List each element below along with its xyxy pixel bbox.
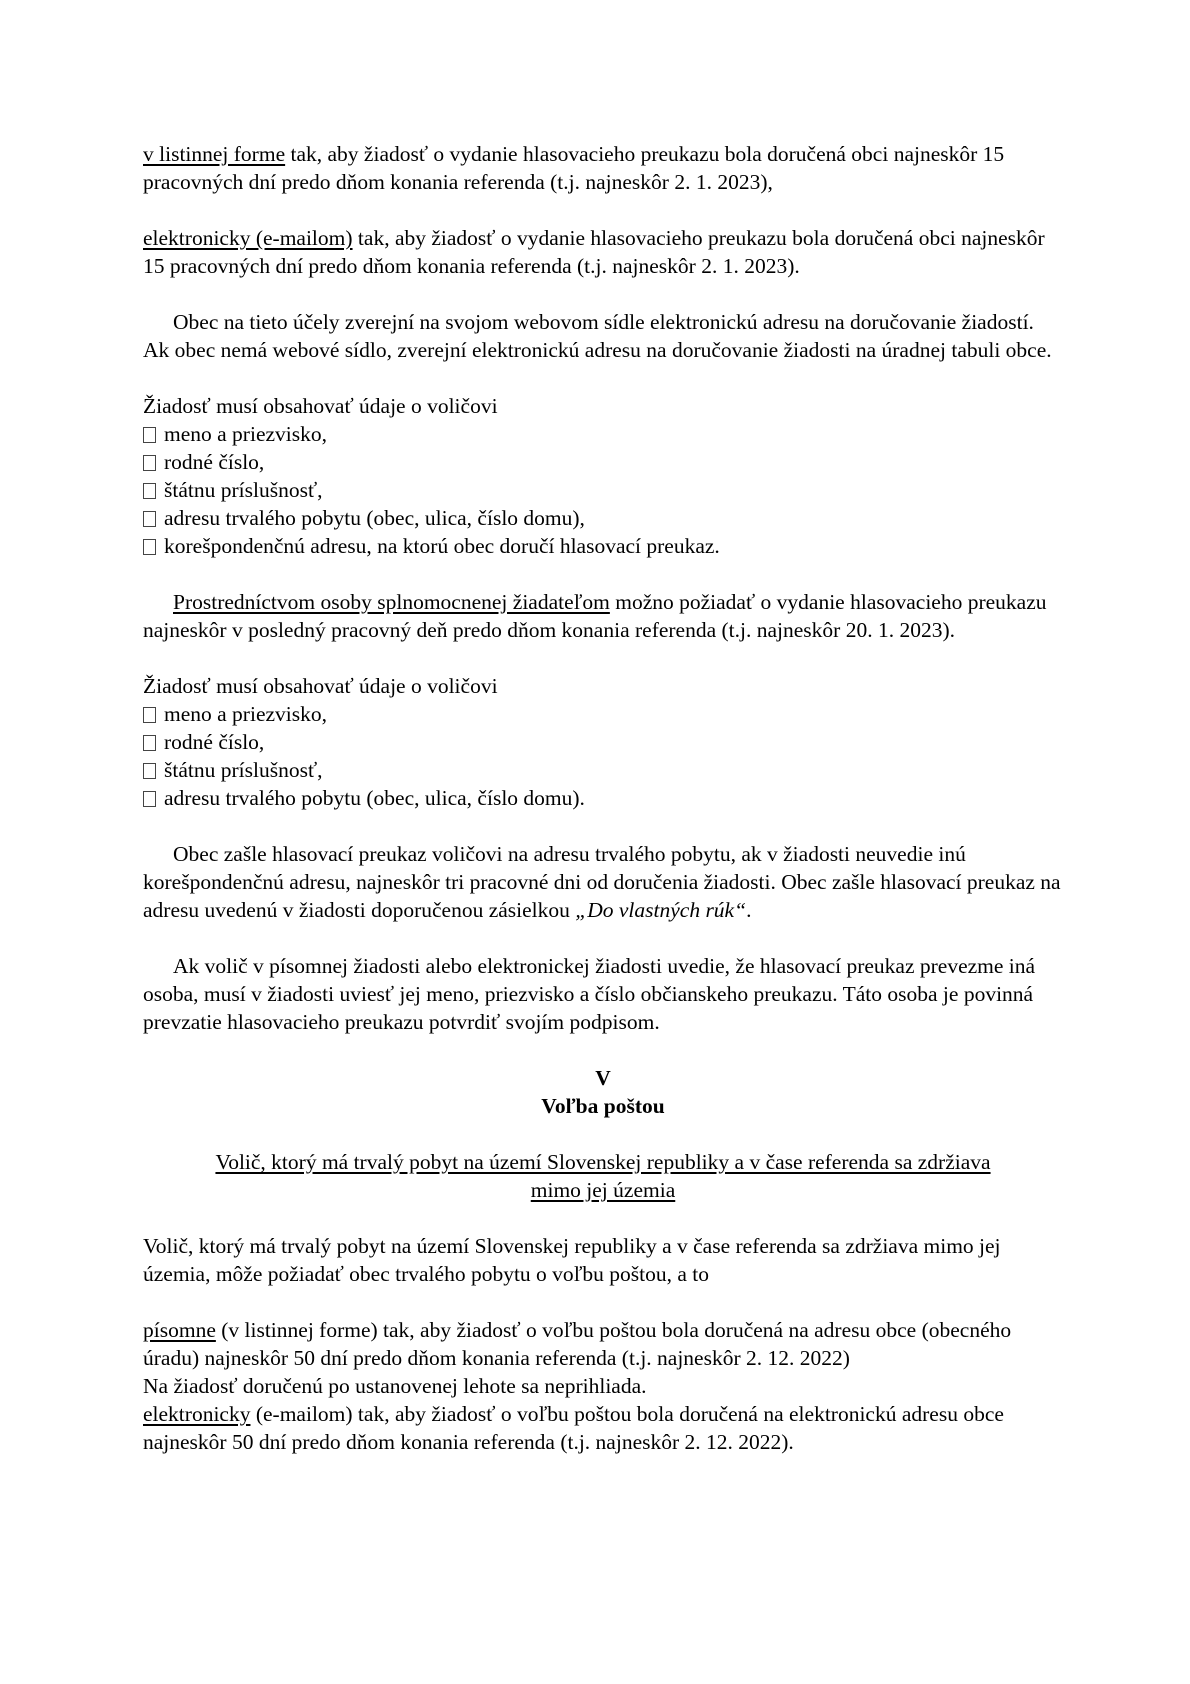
list-item: meno a priezvisko, (143, 420, 1063, 448)
paragraph-electronic: elektronicky (e-mailom) tak, aby žiadosť o vydanie hlasovacieho preukazu bola doručená obci najneskôr 15 pracovných dní predo dňom konania referenda (t.j. najneskôr 2. 1. 2023). (143, 226, 1045, 278)
list-item: štátnu príslušnosť, (143, 756, 1063, 784)
list-item: meno a priezvisko, (143, 700, 1063, 728)
list-item: adresu trvalého pobytu (obec, ulica, číslo domu). (143, 784, 1063, 812)
paragraph-postal-written: písomne (v listinnej forme) tak, aby žiadosť o voľbu poštou bola doručená na adresu obce (obecného úradu) najneskôr 50 dní predo dňom konania referenda (t.j. najneskôr 2. 12. 2022) (143, 1318, 1012, 1370)
paragraph-proxy: Prostredníctvom osoby splnomocnenej žiadateľom možno požiadať o vydanie hlasovacieho preukazu najneskôr v posledný pracovný deň predo dňom konania referenda (t.j. najneskôr 20. 1. 2023). (143, 590, 1047, 642)
underlined-term: v listinnej forme (143, 142, 286, 166)
paragraph-other-person: Ak volič v písomnej žiadosti alebo elektronickej žiadosti uvedie, že hlasovací preukaz prevezme iná osoba, musí v žiadosti uviesť jej meno, priezvisko a číslo občianskeho preukazu. Táto osoba je povinná prevzatie hlasovacieho preukazu potvrdiť svojím podpisom. (143, 954, 1036, 1034)
checkbox-bullet-icon (143, 763, 156, 779)
subheading: Volič, ktorý má trvalý pobyt na území Slovenskej republiky a v čase referenda sa zdržiava mimo jej územia (215, 1150, 991, 1202)
underlined-term: Prostredníctvom osoby splnomocnenej žiadateľom (173, 590, 610, 614)
paragraph-delivery: Obec zašle hlasovací preukaz voličovi na adresu trvalého pobytu, ak v žiadosti neuvedie inú korešpondenčnú adresu, najneskôr tri pracovné dni od doručenia žiadosti. Obec zašle hlasovací preukaz na adresu uvedenú v žiadosti doporučenou zásielkou „Do vlastných rúk“. (143, 842, 1061, 922)
paragraph-web-address: Obec na tieto účely zverejní na svojom webovom sídle elektronickú adresu na doručovanie žiadostí. Ak obec nemá webové sídlo, zverejní elektronickú adresu na doručovanie žiadosti na úradnej tabuli obce. (143, 310, 1052, 362)
section-number: V (595, 1066, 611, 1090)
checkbox-bullet-icon (143, 707, 156, 723)
list-item: adresu trvalého pobytu (obec, ulica, číslo domu), (143, 504, 1063, 532)
list-heading: Žiadosť musí obsahovať údaje o voličovi (143, 394, 498, 418)
underlined-term: elektronicky (e-mailom) (143, 226, 353, 250)
paragraph-postal-electronic: elektronicky (e-mailom) tak, aby žiadosť o voľbu poštou bola doručená na elektronickú adresu obce najneskôr 50 dní predo dňom konania referenda (t.j. najneskôr 2. 12. 2022). (143, 1402, 1004, 1454)
checkbox-bullet-icon (143, 455, 156, 471)
checkbox-bullet-icon (143, 539, 156, 555)
list-heading: Žiadosť musí obsahovať údaje o voličovi (143, 674, 498, 698)
paragraph-paper-form: v listinnej forme tak, aby žiadosť o vydanie hlasovacieho preukazu bola doručená obci najneskôr 15 pracovných dní predo dňom konania referenda (t.j. najneskôr 2. 1. 2023), (143, 142, 1005, 194)
underlined-term: elektronicky (143, 1402, 251, 1426)
paragraph-postal-vote: Volič, ktorý má trvalý pobyt na území Slovenskej republiky a v čase referenda sa zdržiava mimo jej územia, môže požiadať obec trvalého pobytu o voľbu poštou, a to (143, 1234, 1001, 1286)
list-item: rodné číslo, (143, 448, 1063, 476)
checkbox-bullet-icon (143, 427, 156, 443)
checkbox-bullet-icon (143, 791, 156, 807)
requirements-list (143, 420, 1063, 560)
list-item: rodné číslo, (143, 728, 1063, 756)
list-item: korešpondenčnú adresu, na ktorú obec doručí hlasovací preukaz. (143, 532, 1063, 560)
checkbox-bullet-icon (143, 735, 156, 751)
requirements-list (143, 700, 1063, 812)
underlined-term: písomne (143, 1318, 216, 1342)
paragraph-late-request: Na žiadosť doručenú po ustanovenej lehote sa neprihliada. (143, 1374, 647, 1398)
section-title: Voľba poštou (541, 1094, 665, 1118)
document-page (143, 140, 1063, 1456)
checkbox-bullet-icon (143, 511, 156, 527)
list-item: štátnu príslušnosť, (143, 476, 1063, 504)
checkbox-bullet-icon (143, 483, 156, 499)
